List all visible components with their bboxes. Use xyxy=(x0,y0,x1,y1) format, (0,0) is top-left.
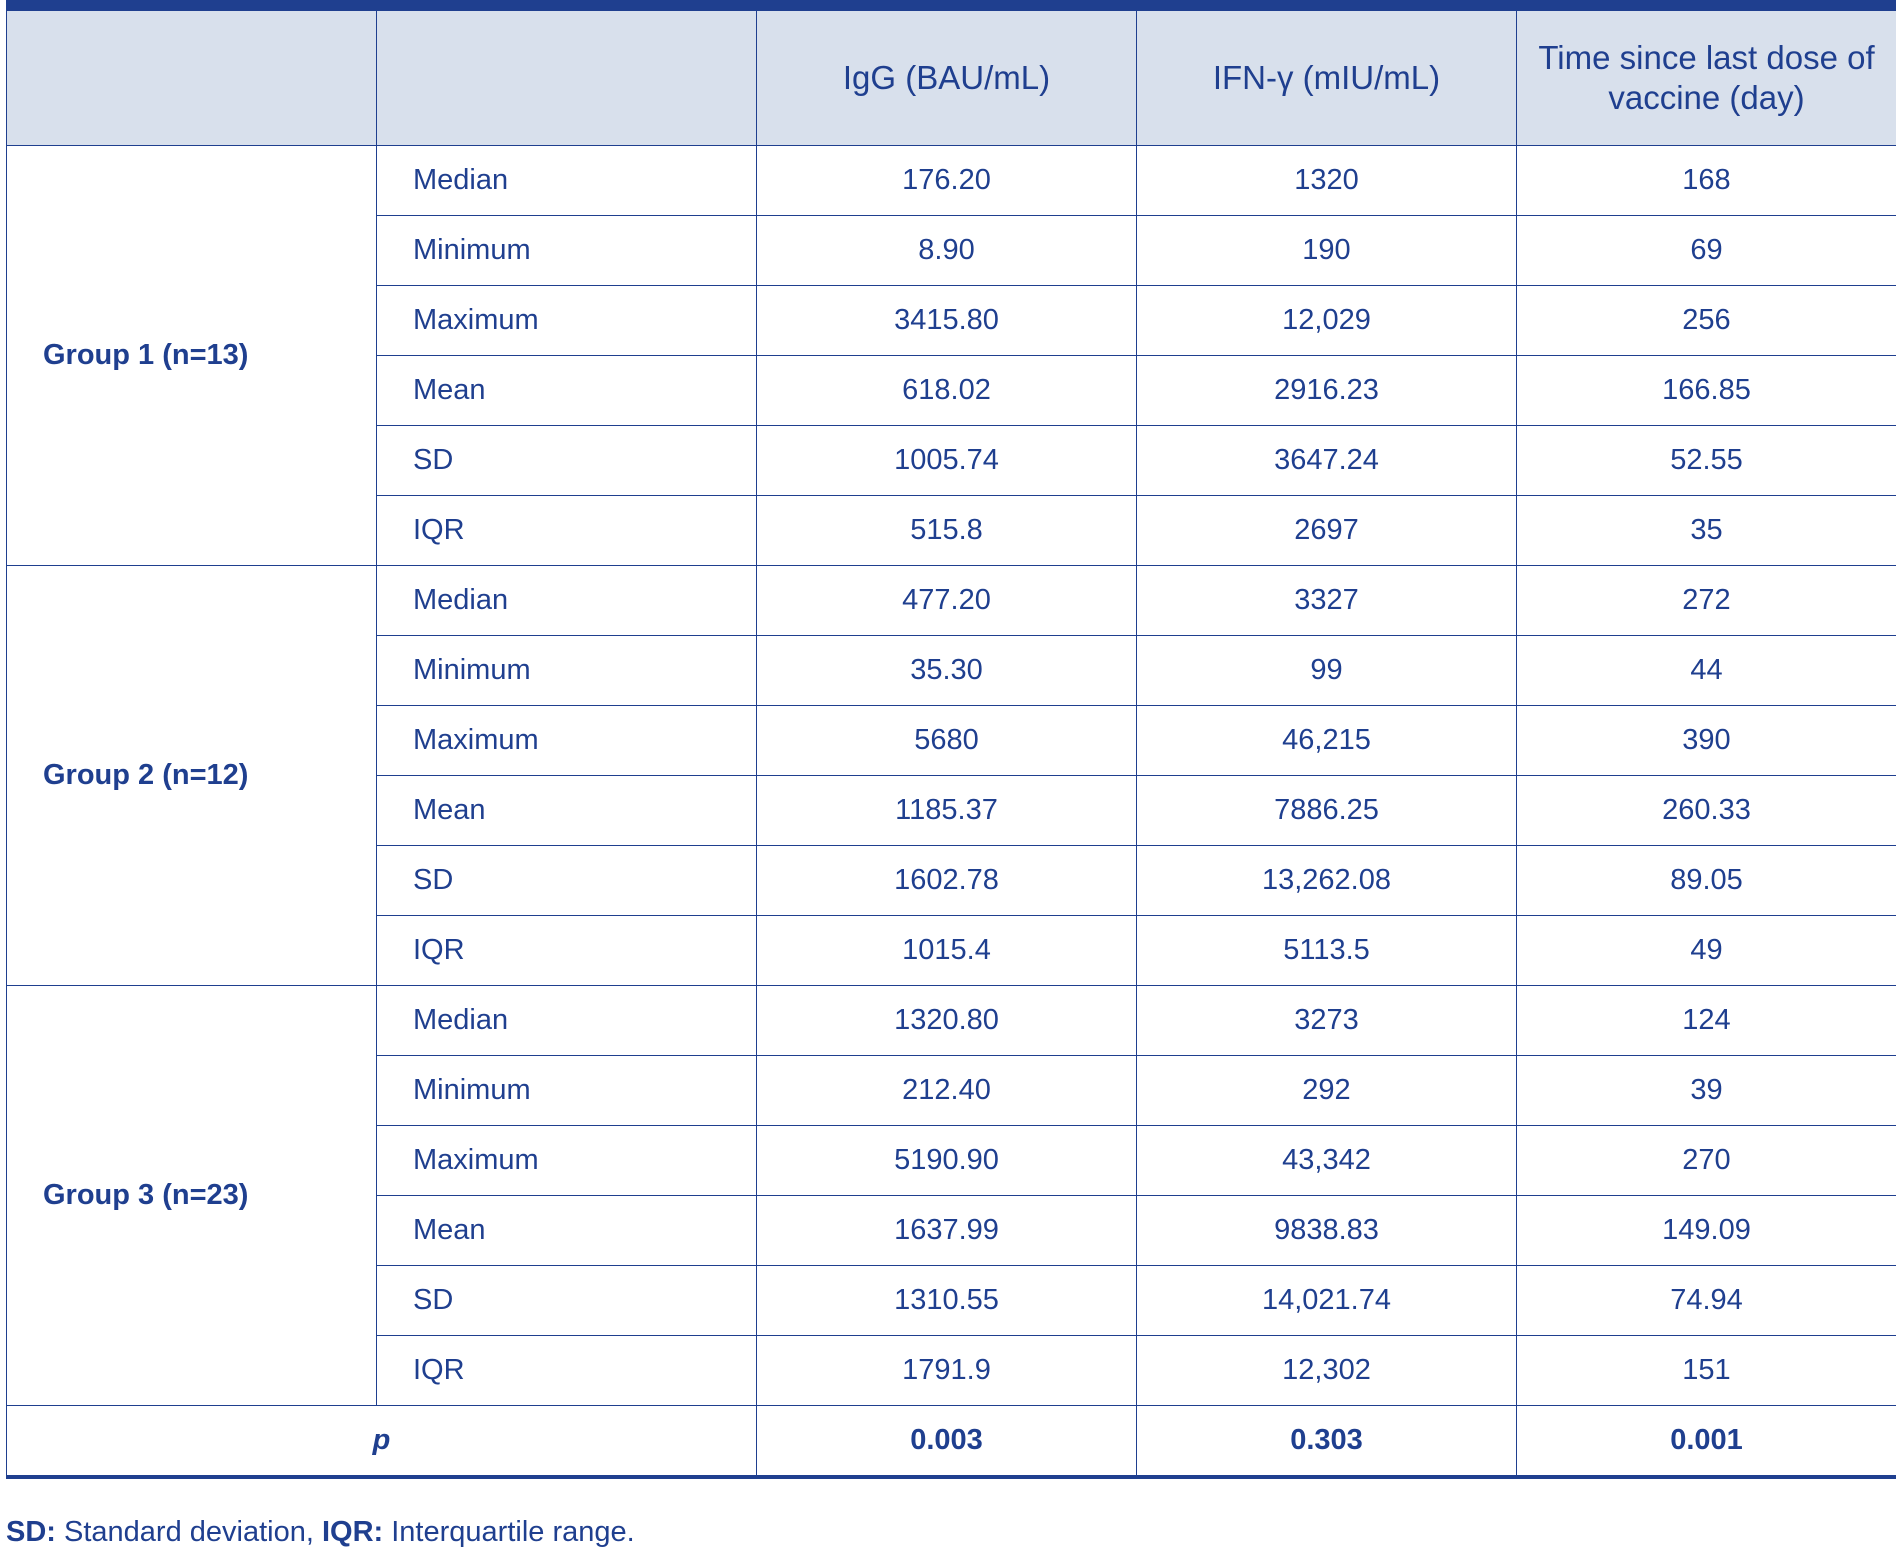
ifn-gamma-value: 43,342 xyxy=(1137,1126,1517,1196)
table-row xyxy=(7,566,1896,636)
igg-value: 477.20 xyxy=(757,566,1137,636)
statistic-label: SD xyxy=(377,846,757,916)
time-value: 260.33 xyxy=(1517,776,1896,846)
statistic-label: SD xyxy=(377,426,757,496)
time-value: 168 xyxy=(1517,146,1896,216)
ifn-gamma-value: 2697 xyxy=(1137,496,1517,566)
statistic-label: Median xyxy=(377,986,757,1056)
ifn-gamma-value: 13,262.08 xyxy=(1137,846,1517,916)
time-value: 166.85 xyxy=(1517,356,1896,426)
ifn-gamma-value: 46,215 xyxy=(1137,706,1517,776)
header-row xyxy=(7,6,1896,146)
ifn-gamma-value: 3273 xyxy=(1137,986,1517,1056)
table-row xyxy=(7,986,1896,1056)
igg-value: 5680 xyxy=(757,706,1137,776)
p-value-igg: 0.003 xyxy=(757,1406,1137,1478)
time-value: 69 xyxy=(1517,216,1896,286)
header-group xyxy=(7,6,377,146)
statistic-label: Minimum xyxy=(377,1056,757,1126)
statistic-label: Mean xyxy=(377,776,757,846)
statistic-label: Mean xyxy=(377,356,757,426)
header-time-since-dose: Time since last dose of vaccine (day) xyxy=(1517,6,1896,146)
igg-value: 1005.74 xyxy=(757,426,1137,496)
p-value-label: p xyxy=(7,1406,757,1478)
footnote-sd-text: Standard deviation, xyxy=(55,1516,322,1548)
ifn-gamma-value: 9838.83 xyxy=(1137,1196,1517,1266)
time-value: 44 xyxy=(1517,636,1896,706)
time-value: 39 xyxy=(1517,1056,1896,1126)
statistic-label: Maximum xyxy=(377,1126,757,1196)
group-label: Group 2 (n=12) xyxy=(7,566,377,986)
ifn-gamma-value: 292 xyxy=(1137,1056,1517,1126)
footnote-iqr-abbr: IQR: xyxy=(321,1516,384,1548)
time-value: 74.94 xyxy=(1517,1266,1896,1336)
ifn-gamma-value: 5113.5 xyxy=(1137,916,1517,986)
statistic-label: IQR xyxy=(377,916,757,986)
igg-value: 5190.90 xyxy=(757,1126,1137,1196)
time-value: 124 xyxy=(1517,986,1896,1056)
table-body xyxy=(7,146,1896,1478)
igg-value: 8.90 xyxy=(757,216,1137,286)
ifn-gamma-value: 1320 xyxy=(1137,146,1517,216)
ifn-gamma-value: 190 xyxy=(1137,216,1517,286)
ifn-gamma-value: 12,302 xyxy=(1137,1336,1517,1406)
igg-value: 176.20 xyxy=(757,146,1137,216)
footnote-iqr-text: Interquartile range. xyxy=(383,1516,635,1548)
igg-value: 618.02 xyxy=(757,356,1137,426)
time-value: 52.55 xyxy=(1517,426,1896,496)
time-value: 272 xyxy=(1517,566,1896,636)
group-label: Group 1 (n=13) xyxy=(7,146,377,566)
statistic-label: IQR xyxy=(377,496,757,566)
statistic-label: IQR xyxy=(377,1336,757,1406)
statistic-label: Maximum xyxy=(377,706,757,776)
statistic-label: SD xyxy=(377,1266,757,1336)
ifn-gamma-value: 2916.23 xyxy=(1137,356,1517,426)
table-header xyxy=(7,6,1896,146)
ifn-gamma-value: 14,021.74 xyxy=(1137,1266,1517,1336)
igg-value: 1791.9 xyxy=(757,1336,1137,1406)
igg-value: 515.8 xyxy=(757,496,1137,566)
time-value: 89.05 xyxy=(1517,846,1896,916)
igg-value: 35.30 xyxy=(757,636,1137,706)
header-igg: IgG (BAU/mL) xyxy=(757,6,1137,146)
time-value: 270 xyxy=(1517,1126,1896,1196)
p-value-row xyxy=(7,1406,1896,1478)
statistic-label: Minimum xyxy=(377,216,757,286)
p-value-ifn-gamma: 0.303 xyxy=(1137,1406,1517,1478)
p-value-time: 0.001 xyxy=(1517,1406,1896,1478)
ifn-gamma-value: 7886.25 xyxy=(1137,776,1517,846)
footnote-sd-abbr: SD: xyxy=(6,1516,56,1548)
statistic-label: Median xyxy=(377,146,757,216)
table-row xyxy=(7,146,1896,216)
igg-value: 212.40 xyxy=(757,1056,1137,1126)
igg-value: 1602.78 xyxy=(757,846,1137,916)
igg-value: 1015.4 xyxy=(757,916,1137,986)
statistic-label: Mean xyxy=(377,1196,757,1266)
time-value: 256 xyxy=(1517,286,1896,356)
igg-value: 3415.80 xyxy=(757,286,1137,356)
statistic-label: Maximum xyxy=(377,286,757,356)
header-statistic xyxy=(377,6,757,146)
ifn-gamma-value: 12,029 xyxy=(1137,286,1517,356)
ifn-gamma-value: 99 xyxy=(1137,636,1517,706)
table-footnote xyxy=(6,1516,635,1549)
time-value: 151 xyxy=(1517,1336,1896,1406)
time-value: 49 xyxy=(1517,916,1896,986)
time-value: 390 xyxy=(1517,706,1896,776)
header-ifn-gamma: IFN-γ (mIU/mL) xyxy=(1137,6,1517,146)
table-container xyxy=(6,0,1896,1479)
igg-value: 1310.55 xyxy=(757,1266,1137,1336)
igg-value: 1637.99 xyxy=(757,1196,1137,1266)
statistics-table xyxy=(6,0,1896,1479)
ifn-gamma-value: 3647.24 xyxy=(1137,426,1517,496)
statistic-label: Median xyxy=(377,566,757,636)
group-label: Group 3 (n=23) xyxy=(7,986,377,1406)
ifn-gamma-value: 3327 xyxy=(1137,566,1517,636)
time-value: 149.09 xyxy=(1517,1196,1896,1266)
statistic-label: Minimum xyxy=(377,636,757,706)
igg-value: 1320.80 xyxy=(757,986,1137,1056)
time-value: 35 xyxy=(1517,496,1896,566)
igg-value: 1185.37 xyxy=(757,776,1137,846)
